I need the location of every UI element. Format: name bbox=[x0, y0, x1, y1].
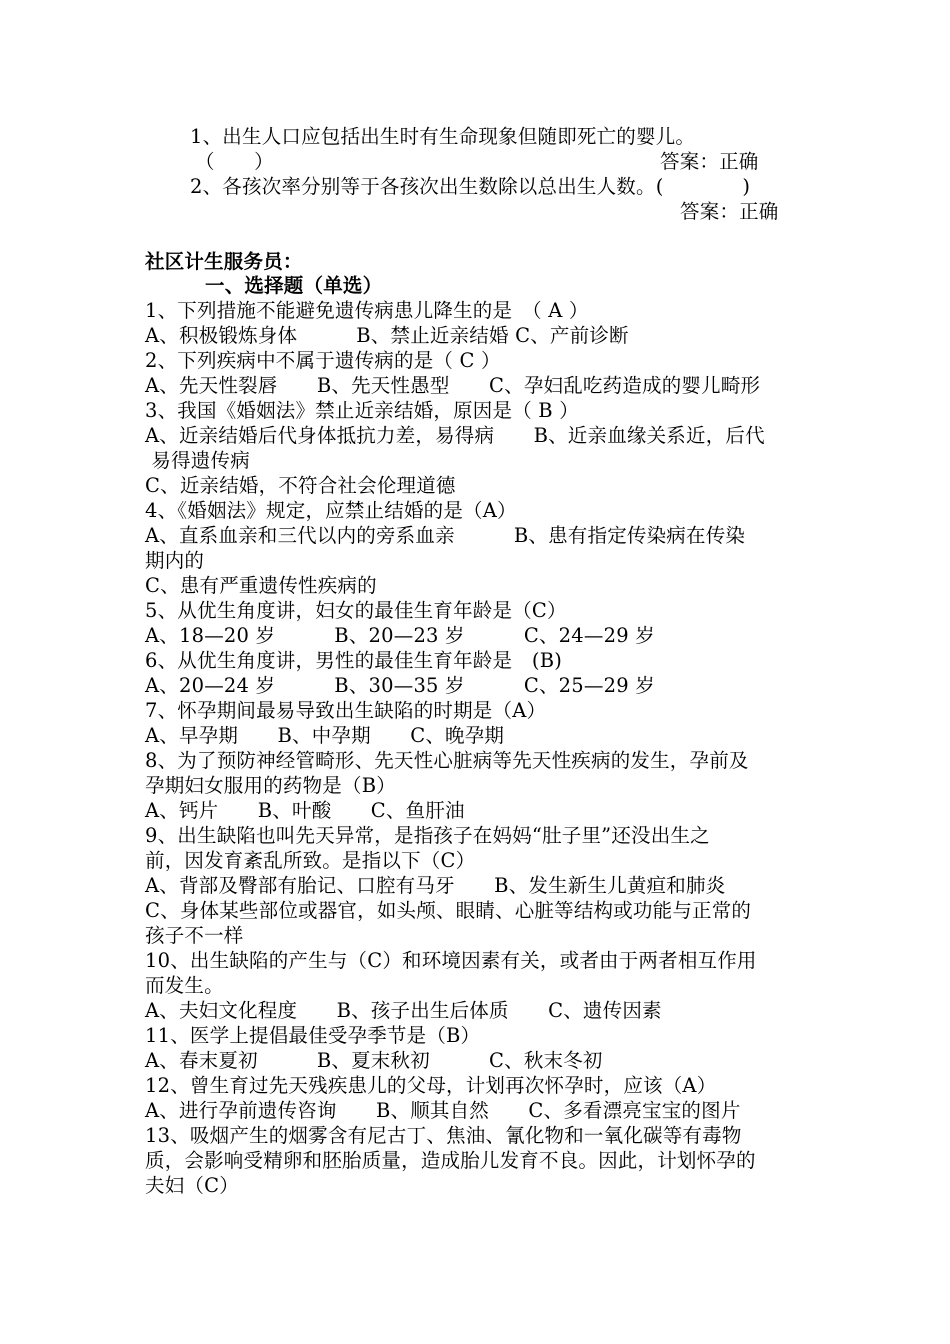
judgment-2-question: 2、各孩次率分别等于各孩次出生数除以总出生人数。( ) bbox=[190, 175, 751, 198]
question-3-options: A、近亲结婚后代身体抵抗力差，易得病 B、近亲血缘关系近，后代 bbox=[145, 424, 765, 447]
question-8-text: 8、为了预防神经管畸形、先天性心脏病等先天性疾病的发生，孕前及 bbox=[145, 749, 749, 772]
question-11-text: 11、医学上提倡最佳受孕季节是（B） bbox=[145, 1024, 481, 1047]
question-11-options: A、春末夏初 B、夏末秋初 C、秋末冬初 bbox=[145, 1049, 603, 1072]
question-4-text: 4、《婚姻法》规定，应禁止结婚的是（A） bbox=[145, 499, 517, 522]
part-title: 一、选择题（单选） bbox=[205, 274, 383, 297]
question-10-options: A、夫妇文化程度 B、孩子出生后体质 C、遗传因素 bbox=[145, 999, 662, 1022]
question-9-options: 孩子不一样 bbox=[145, 924, 244, 947]
question-7-options: A、早孕期 B、中孕期 C、晚孕期 bbox=[145, 724, 505, 747]
judgment-1-answer: 答案：正确 bbox=[660, 150, 759, 173]
judgment-1-question: 1、出生人口应包括出生时有生命现象但随即死亡的婴儿。 bbox=[190, 125, 696, 148]
question-4-options: 期内的 bbox=[145, 549, 205, 572]
question-9-text: 前，因发育紊乱所致。是指以下（C） bbox=[145, 849, 476, 872]
question-6-options: A、20—24 岁 B、30—35 岁 C、25—29 岁 bbox=[145, 674, 655, 697]
question-12-text: 12、曾生育过先天残疾患儿的父母，计划再次怀孕时，应该（A） bbox=[145, 1074, 717, 1097]
question-2-options: A、先天性裂唇 B、先天性愚型 C、孕妇乱吃药造成的婴儿畸形 bbox=[145, 374, 761, 397]
question-3-options: 易得遗传病 bbox=[145, 449, 250, 472]
question-9-text: 9、出生缺陷也叫先天异常，是指孩子在妈妈“肚子里”还没出生之 bbox=[145, 824, 710, 847]
question-2-text: 2、下列疾病中不属于遗传病的是（ C ） bbox=[145, 349, 501, 372]
section-title: 社区计生服务员： bbox=[145, 250, 303, 273]
question-1-options: A、积极锻炼身体 B、禁止近亲结婚 C、产前诊断 bbox=[145, 324, 629, 347]
question-5-options: A、18—20 岁 B、20—23 岁 C、24—29 岁 bbox=[145, 624, 655, 647]
question-1-text: 1、下列措施不能避免遗传病患儿降生的是 （ A ） bbox=[145, 299, 589, 322]
question-5-text: 5、从优生角度讲，妇女的最佳生育年龄是（C） bbox=[145, 599, 567, 622]
question-10-text: 10、出生缺陷的产生与（C）和环境因素有关，或者由于两者相互作用 bbox=[145, 949, 757, 972]
question-4-options: A、直系血亲和三代以内的旁系血亲 B、患有指定传染病在传染 bbox=[145, 524, 746, 547]
question-6-text: 6、从优生角度讲，男性的最佳生育年龄是 (B) bbox=[145, 649, 563, 672]
question-13-text: 夫妇（C） bbox=[145, 1174, 239, 1197]
question-13-text: 质，会影响受精卵和胚胎质量，造成胎儿发育不良。因此，计划怀孕的 bbox=[145, 1149, 756, 1172]
question-8-options: A、钙片 B、叶酸 C、鱼肝油 bbox=[145, 799, 465, 822]
question-12-options: A、进行孕前遗传咨询 B、顺其自然 C、多看漂亮宝宝的图片 bbox=[145, 1099, 741, 1122]
question-3-text: 3、我国《婚姻法》禁止近亲结婚，原因是（ B ） bbox=[145, 399, 579, 422]
question-10-text: 而发生。 bbox=[145, 974, 224, 997]
question-13-text: 13、吸烟产生的烟雾含有尼古丁、焦油、氰化物和一氧化碳等有毒物 bbox=[145, 1124, 742, 1147]
judgment-1-blank: （ ） bbox=[195, 150, 274, 173]
question-3-options: C、近亲结婚，不符合社会伦理道德 bbox=[145, 474, 456, 497]
question-4-options: C、患有严重遗传性疾病的 bbox=[145, 574, 377, 597]
judgment-2-answer: 答案：正确 bbox=[680, 200, 779, 223]
question-8-text: 孕期妇女服用的药物是（B） bbox=[145, 774, 396, 797]
question-9-options: A、背部及臀部有胎记、口腔有马牙 B、发生新生儿黄疸和肺炎 bbox=[145, 874, 726, 897]
question-7-text: 7、怀孕期间最易导致出生缺陷的时期是（A） bbox=[145, 699, 547, 722]
question-9-options: C、身体某些部位或器官，如头颅、眼睛、心脏等结构或功能与正常的 bbox=[145, 899, 752, 922]
